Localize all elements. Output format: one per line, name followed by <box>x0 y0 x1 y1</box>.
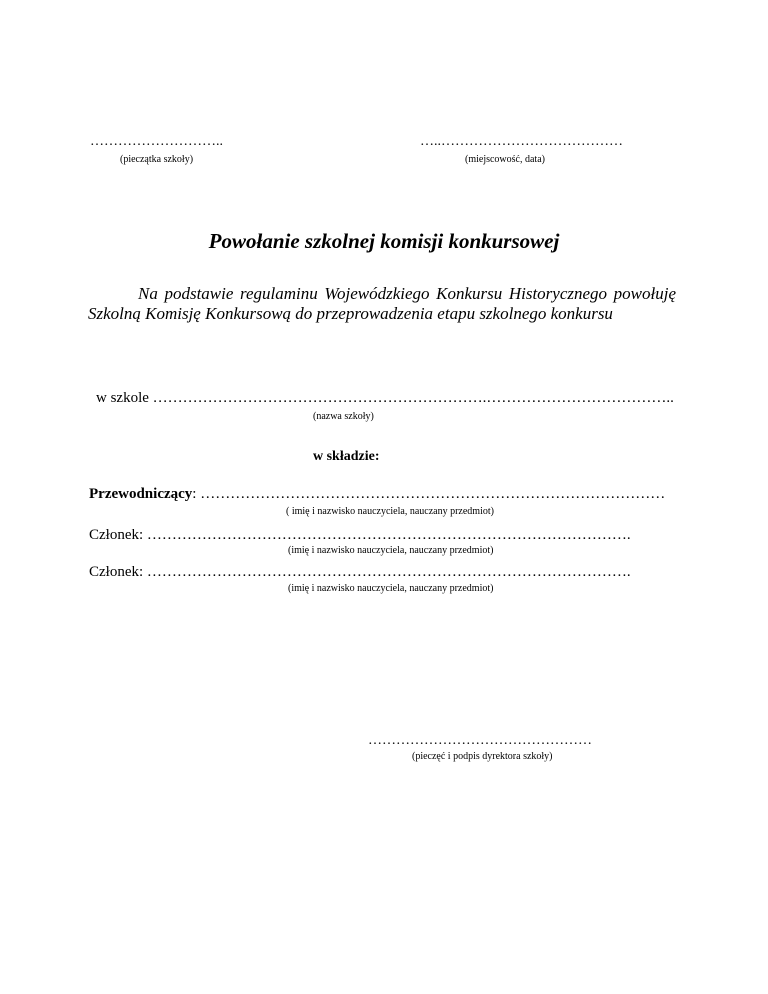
member-caption-2: (imię i nazwisko nauczyciela, nauczany przedmiot) <box>288 583 494 594</box>
intro-text: Na podstawie regulaminu Wojewódzkiego Konkursu Historycznego powołuję Szkolną Komisję Konkursową do przeprowadzenia etapu szkolnego konkursu <box>88 284 676 323</box>
page-title: Powołanie szkolnej komisji konkursowej <box>208 229 560 253</box>
chair-suffix: : <box>192 486 201 502</box>
chair-dotted-line: ………………………………………………………………………………… <box>200 486 666 502</box>
member-suffix: : <box>139 564 147 580</box>
intro-paragraph <box>88 284 676 324</box>
school-label: w szkole <box>96 390 149 406</box>
chair-line <box>89 486 665 503</box>
school-caption: (nazwa szkoły) <box>313 411 374 422</box>
member-dotted-line: ……………………………………………………………………………………. <box>146 564 631 580</box>
member-label: Członek <box>89 527 139 543</box>
member-suffix: : <box>139 527 147 543</box>
chair-caption: ( imię i nazwisko nauczyciela, nauczany przedmiot) <box>286 506 494 517</box>
member-dotted-line: ……………………………………………………………………………………. <box>146 527 631 543</box>
member-caption-1: (imię i nazwisko nauczyciela, nauczany przedmiot) <box>288 545 494 556</box>
signature-caption: (pieczęć i podpis dyrektora szkoły) <box>412 751 553 762</box>
member-line-1 <box>89 527 631 544</box>
place-date-caption: (miejscowość, data) <box>465 154 545 165</box>
stamp-dotted-line: ……………………….. <box>90 134 223 149</box>
composition-heading: w składzie: <box>313 449 380 464</box>
school-dotted-line: ………………………………………………………….……………………………….. <box>152 390 674 406</box>
member-label: Członek <box>89 564 139 580</box>
school-line <box>96 390 674 407</box>
chair-label: Przewodniczący <box>89 486 193 502</box>
place-date-dotted-line: …..………………………………… <box>420 134 623 149</box>
member-line-2 <box>89 564 631 581</box>
signature-dotted-line: ………………………………………… <box>368 733 592 748</box>
stamp-caption: (pieczątka szkoły) <box>120 154 194 165</box>
